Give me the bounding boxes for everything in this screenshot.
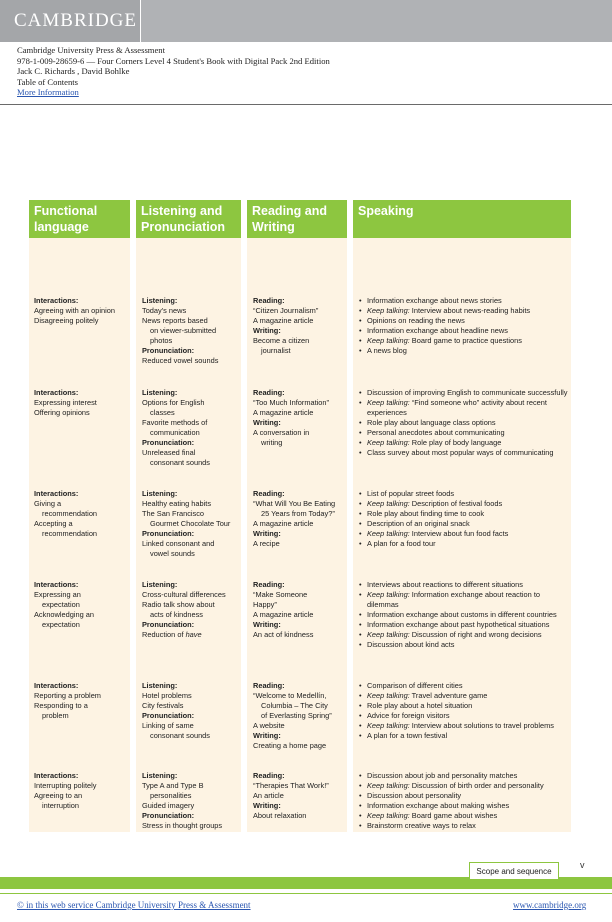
speaking-item-text: Board game about wishes (409, 811, 498, 820)
cell-speak-row-5 (358, 681, 570, 741)
cell-heading: Writing: (253, 529, 281, 538)
cell-line: Guided imagery (142, 801, 195, 810)
keep-talking-label: Keep talking: (367, 590, 410, 599)
speaking-item-text: Advice for foreign visitors (367, 711, 450, 720)
speaking-item (358, 721, 570, 731)
cell-line: 25 Years from Today?” (261, 509, 335, 518)
column-header-speaking: Speaking (353, 200, 571, 238)
cell-line: “Welcome to Medellín, (253, 691, 327, 700)
cell-line: Columbia – The City (261, 701, 328, 710)
cell-line: Accepting a (34, 519, 73, 528)
speaking-item-text: List of popular street foods (367, 489, 455, 498)
cell-line: A magazine article (253, 408, 314, 417)
cell-read-row-2 (253, 388, 347, 448)
cell-line: Gourmet Chocolate Tour (150, 519, 231, 528)
cell-line: Disagreeing politely (34, 316, 99, 325)
cell-heading: Interactions: (34, 681, 79, 690)
cell-line: “Citizen Journalism” (253, 306, 319, 315)
cell-line: expectation (42, 620, 80, 629)
speaking-item (358, 821, 570, 831)
speaking-item-text: Discussion about personality (367, 791, 462, 800)
speaking-item-text: Role play about a hotel situation (367, 701, 473, 710)
speaking-item-text: Description of an original snack (367, 519, 470, 528)
page-number: v (580, 860, 585, 870)
speaking-item (358, 781, 570, 791)
speaking-item-text: Discussion about kind acts (367, 640, 455, 649)
cell-func-row-4 (34, 580, 130, 630)
cell-line: “Therapies That Work!” (253, 781, 329, 790)
cell-line: on viewer-submitted (150, 326, 217, 335)
speaking-list (358, 771, 570, 831)
cell-line: A website (253, 721, 285, 730)
cell-heading: Pronunciation: (142, 346, 195, 355)
authors-line: Jack C. Richards , David Bohlke (17, 66, 130, 77)
cell-line: of Everlasting Spring” (261, 711, 332, 720)
speaking-item (358, 771, 570, 781)
speaking-list (358, 580, 570, 650)
speaking-item (358, 640, 570, 650)
speaking-item (358, 731, 570, 741)
speaking-item (358, 519, 570, 529)
cell-line: Favorite methods of (142, 418, 208, 427)
cell-speak-row-1 (358, 296, 570, 356)
cell-listen-row-4 (142, 580, 241, 640)
cell-line: Healthy eating habits (142, 499, 212, 508)
cell-read-row-5 (253, 681, 347, 751)
cell-line: Giving a (34, 499, 62, 508)
column-header-reading: Reading and Writing (247, 200, 347, 238)
scope-and-sequence-tag: Scope and sequence (469, 862, 559, 880)
cell-speak-row-6 (358, 771, 570, 831)
speaking-item-text: Information exchange about headline news (367, 326, 508, 335)
cell-line: Reduced vowel sounds (142, 356, 219, 365)
cell-line: News reports based (142, 316, 208, 325)
speaking-list (358, 681, 570, 741)
speaking-item-text: Personal anecdotes about communicating (367, 428, 505, 437)
cell-line: Creating a home page (253, 741, 327, 750)
cell-line: writing (261, 438, 283, 447)
speaking-list (358, 296, 570, 356)
cell-line: A magazine article (253, 316, 314, 325)
cell-line: problem (42, 711, 69, 720)
cell-read-row-1 (253, 296, 347, 356)
publisher-line: Cambridge University Press & Assessment (17, 45, 165, 55)
speaking-item (358, 691, 570, 701)
cell-heading: Writing: (253, 418, 281, 427)
speaking-item (358, 336, 570, 346)
cell-line: Hotel problems (142, 691, 192, 700)
cell-heading: Interactions: (34, 580, 79, 589)
cell-func-row-1 (34, 296, 130, 326)
cell-func-row-5 (34, 681, 130, 721)
speaking-item (358, 681, 570, 691)
cell-heading: Writing: (253, 731, 281, 740)
more-information-link[interactable]: More Information (17, 87, 79, 98)
cell-line: Stress in thought groups (142, 821, 223, 830)
cell-heading: Interactions: (34, 296, 79, 305)
cell-line: Options for English (142, 398, 205, 407)
cell-line: Radio talk show about (142, 600, 215, 609)
cell-heading: Pronunciation: (142, 438, 195, 447)
cell-heading: Listening: (142, 296, 178, 305)
speaking-item (358, 438, 570, 448)
cell-func-row-3 (34, 489, 130, 539)
cell-heading: Writing: (253, 801, 281, 810)
speaking-item (358, 306, 570, 316)
cell-line: Type A and Type B (142, 781, 204, 790)
cell-func-row-2 (34, 388, 130, 418)
speaking-item (358, 448, 570, 458)
cell-heading: Reading: (253, 580, 285, 589)
cell-heading: Interactions: (34, 388, 79, 397)
speaking-item (358, 529, 570, 539)
cell-line: Cross-cultural differences (142, 590, 226, 599)
cell-line: “What Will You Be Eating (253, 499, 336, 508)
speaking-item (358, 791, 570, 801)
speaking-item-text: Class survey about most popular ways of communicating (367, 448, 554, 457)
copyright-link[interactable]: © in this web service Cambridge University Press & Assessment (17, 900, 251, 910)
column-header-listening: Listening and Pronunciation (136, 200, 241, 238)
cell-read-row-3 (253, 489, 347, 549)
speaking-item-text: Role play about finding time to cook (367, 509, 485, 518)
cell-line: A conversation in (253, 428, 310, 437)
cell-line: An act of kindness (253, 630, 314, 639)
keep-talking-label: Keep talking: (367, 499, 410, 508)
speaking-item (358, 316, 570, 326)
cell-line: Happy” (253, 600, 277, 609)
cell-line: About relaxation (253, 811, 307, 820)
cell-heading: Interactions: (34, 489, 79, 498)
speaking-item (358, 711, 570, 721)
cell-line: Expressing interest (34, 398, 97, 407)
speaking-item (358, 509, 570, 519)
keep-talking-label: Keep talking: (367, 529, 410, 538)
cell-func-row-6 (34, 771, 130, 811)
cell-line: Linked consonant and (142, 539, 215, 548)
speaking-item-text: Travel adventure game (409, 691, 488, 700)
speaking-item (358, 811, 570, 821)
cell-line: consonant sounds (150, 458, 210, 467)
speaking-item-text: Role play about language class options (367, 418, 496, 427)
cell-line: Unreleased final (142, 448, 196, 457)
keep-talking-label: Keep talking: (367, 438, 410, 447)
cell-line: A magazine article (253, 519, 314, 528)
keep-talking-label: Keep talking: (367, 811, 410, 820)
cell-heading: Writing: (253, 326, 281, 335)
speaking-item (358, 590, 570, 610)
cell-italic-word: have (185, 630, 202, 639)
cell-line: Reporting a problem (34, 691, 101, 700)
speaking-item (358, 630, 570, 640)
top-bar (0, 0, 612, 42)
speaking-item (358, 580, 570, 590)
speaking-item (358, 701, 570, 711)
speaking-item (358, 398, 570, 418)
speaking-item (358, 620, 570, 630)
speaking-item-text: Description of festival foods (409, 499, 503, 508)
cell-line: Responding to a (34, 701, 88, 710)
cell-heading: Pronunciation: (142, 620, 195, 629)
cell-line: acts of kindness (150, 610, 203, 619)
speaking-item-text: Information exchange about customs in different countries (367, 610, 557, 619)
speaking-item-text: Interview about news-reading habits (409, 306, 531, 315)
cell-line: The San Francisco (142, 509, 205, 518)
cell-line: Agreeing with an opinion (34, 306, 115, 315)
website-link[interactable]: www.cambridge.org (513, 900, 587, 910)
speaking-list (358, 388, 570, 458)
cell-line: City festivals (142, 701, 184, 710)
cell-listen-row-5 (142, 681, 241, 741)
cell-listen-row-2 (142, 388, 241, 468)
speaking-item (358, 388, 570, 398)
cell-heading: Reading: (253, 681, 285, 690)
keep-talking-label: Keep talking: (367, 398, 410, 407)
cell-heading: Writing: (253, 620, 281, 629)
cell-line: Linking of same (142, 721, 194, 730)
cell-heading: Reading: (253, 489, 285, 498)
speaking-item-text: A plan for a town festival (367, 731, 448, 740)
cell-line: vowel sounds (150, 549, 195, 558)
cambridge-logo[interactable]: CAMBRIDGE (14, 10, 138, 31)
keep-talking-label: Keep talking: (367, 691, 410, 700)
cell-heading: Reading: (253, 771, 285, 780)
speaking-item (358, 346, 570, 356)
cell-line: expectation (42, 600, 80, 609)
cell-listen-row-3 (142, 489, 241, 559)
speaking-item (358, 418, 570, 428)
cell-heading: Listening: (142, 681, 178, 690)
cell-line: interruption (42, 801, 79, 810)
speaking-item-text: Discussion of improving English to communicate successfully (367, 388, 568, 397)
cell-line: Today's news (142, 306, 187, 315)
cell-speak-row-2 (358, 388, 570, 458)
cell-read-row-6 (253, 771, 347, 821)
speaking-item (358, 296, 570, 306)
speaking-item-text: Opinions on reading the news (367, 316, 465, 325)
cell-heading: Listening: (142, 580, 178, 589)
cell-line: Acknowledging an (34, 610, 94, 619)
cell-line: recommendation (42, 529, 98, 538)
logo-box (0, 0, 141, 42)
keep-talking-label: Keep talking: (367, 781, 410, 790)
keep-talking-label: Keep talking: (367, 336, 410, 345)
cell-heading: Pronunciation: (142, 711, 195, 720)
cell-listen-row-1 (142, 296, 241, 366)
speaking-item-text: Information exchange about reaction to dilemmas (367, 590, 540, 609)
cell-line: personalities (150, 791, 192, 800)
section-line: Table of Contents (17, 76, 78, 87)
speaking-list (358, 489, 570, 549)
footer-divider (0, 893, 612, 894)
isbn-title-line: 978-1-009-28659-6 — Four Corners Level 4 Student's Book with Digital Pack 2nd Edition (17, 55, 330, 66)
speaking-item-text: Role play of body language (409, 438, 502, 447)
header-divider (0, 104, 612, 105)
cell-heading: Reading: (253, 296, 285, 305)
speaking-item-text: Interview about solutions to travel problems (409, 721, 554, 730)
speaking-item-text: Comparison of different cities (367, 681, 463, 690)
cell-line: “Make Someone (253, 590, 308, 599)
keep-talking-label: Keep talking: (367, 721, 410, 730)
cell-line: consonant sounds (150, 731, 210, 740)
speaking-item-text: Information exchange about past hypothetical situations (367, 620, 550, 629)
cell-line: Reduction of have (142, 630, 202, 639)
speaking-item (358, 499, 570, 509)
cell-heading: Reading: (253, 388, 285, 397)
speaking-item (358, 610, 570, 620)
speaking-item (358, 539, 570, 549)
speaking-item-text: A news blog (367, 346, 407, 355)
keep-talking-label: Keep talking: (367, 630, 410, 639)
speaking-item-text: Discussion of right and wrong decisions (409, 630, 542, 639)
cell-line: Expressing an (34, 590, 81, 599)
speaking-item-text: Interview about fun food facts (409, 529, 509, 538)
cell-speak-row-4 (358, 580, 570, 650)
keep-talking-label: Keep talking: (367, 306, 410, 315)
cell-listen-row-6 (142, 771, 241, 831)
speaking-item-text: Information exchange about making wishes (367, 801, 510, 810)
speaking-item-text: A plan for a food tour (367, 539, 436, 548)
speaking-item-text: Information exchange about news stories (367, 296, 502, 305)
cell-line: Become a citizen (253, 336, 310, 345)
cell-line: Agreeing to an (34, 791, 83, 800)
cell-heading: Pronunciation: (142, 529, 195, 538)
cell-line: An article (253, 791, 284, 800)
speaking-item-text: Discussion of birth order and personality (409, 781, 544, 790)
cell-line: Interrupting politely (34, 781, 97, 790)
speaking-item (358, 489, 570, 499)
speaking-item-text: Board game to practice questions (409, 336, 522, 345)
cell-speak-row-3 (358, 489, 570, 549)
book-metadata (17, 45, 597, 98)
cell-line: Offering opinions (34, 408, 90, 417)
cell-line: A magazine article (253, 610, 314, 619)
cell-heading: Listening: (142, 388, 178, 397)
cell-line: photos (150, 336, 173, 345)
column-header-functional: Functional language (29, 200, 130, 238)
cell-heading: Interactions: (34, 771, 79, 780)
cell-line: A recipe (253, 539, 280, 548)
cell-line: communication (150, 428, 200, 437)
speaking-item (358, 428, 570, 438)
cell-heading: Pronunciation: (142, 811, 195, 820)
cell-read-row-4 (253, 580, 347, 640)
cell-line: journalist (261, 346, 291, 355)
speaking-item-text: Brainstorm creative ways to relax (367, 821, 476, 830)
speaking-item-text: “Find someone who” activity about recent experiences (367, 398, 547, 417)
speaking-item-text: Discussion about job and personality matches (367, 771, 518, 780)
speaking-item-text: Interviews about reactions to different situations (367, 580, 523, 589)
cell-heading: Listening: (142, 489, 178, 498)
cell-line: classes (150, 408, 175, 417)
cell-line: “Too Much Information” (253, 398, 329, 407)
speaking-item (358, 326, 570, 336)
cell-heading: Listening: (142, 771, 178, 780)
cell-line: recommendation (42, 509, 98, 518)
speaking-item (358, 801, 570, 811)
